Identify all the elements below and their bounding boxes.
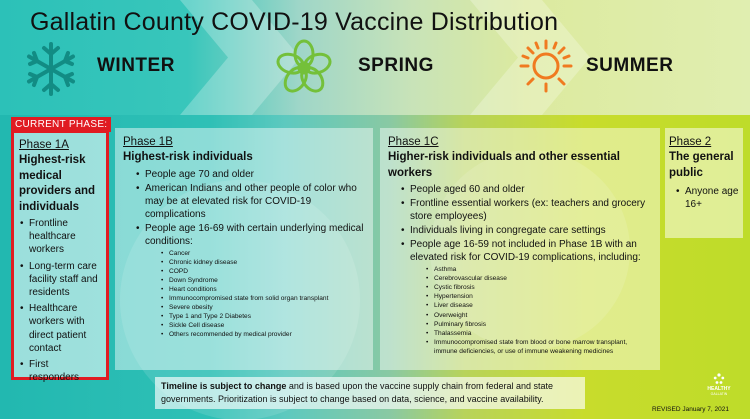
- list-item: • Frontline healthcare workers: [19, 217, 101, 257]
- page-title: Gallatin County COVID-19 Vaccine Distribution: [30, 8, 559, 36]
- phase-list: [19, 217, 101, 384]
- phase-2-panel: [665, 128, 743, 238]
- phase-list: [400, 183, 652, 356]
- current-phase-badge: CURRENT PHASE:: [11, 117, 111, 132]
- list-item-text: People age 16-69 with certain underlying medical conditions:: [145, 222, 364, 247]
- condition-item: • Immunocompromised state from blood or bone marrow transplant, immune deficiencies, or use of immune weakening medicines: [426, 338, 652, 356]
- condition-item: • Asthma: [426, 265, 652, 274]
- phase-list: [135, 168, 365, 340]
- phase-title: Phase 1B: [123, 136, 173, 148]
- logo-mark-icon: [712, 372, 726, 386]
- timeline-text: and is based upon the vaccine supply chain from federal and state governments. Prioritization is subject to change based on data, science, and vaccine availability.: [161, 381, 554, 404]
- condition-list: [426, 265, 652, 356]
- timeline-bold: Timeline is subject to change: [161, 381, 287, 391]
- flower-icon: [274, 38, 334, 98]
- timeline-note: [155, 377, 585, 409]
- list-item: • American Indians and other people of color who may be at elevated risk for COVID-19 complications: [135, 182, 365, 221]
- healthy-gallatin-logo: [704, 372, 734, 402]
- condition-item: • Severe obesity: [161, 303, 365, 312]
- list-item: • Anyone age 16+: [675, 185, 739, 211]
- condition-item: • Others recommended by medical provider: [161, 330, 365, 339]
- condition-item: • Heart conditions: [161, 285, 365, 294]
- condition-item: • Chronic kidney disease: [161, 258, 365, 267]
- condition-item: • Sickle Cell disease: [161, 321, 365, 330]
- list-item: • First responders: [19, 358, 101, 384]
- condition-item: • COPD: [161, 267, 365, 276]
- phase-1a-panel: [11, 130, 109, 384]
- condition-item: • Liver disease: [426, 301, 652, 310]
- list-item: • Individuals living in congregate care settings: [400, 224, 652, 237]
- phase-1b-panel: [115, 128, 373, 370]
- condition-item: • Overweight: [426, 311, 652, 320]
- list-item: [400, 238, 652, 356]
- condition-item: • Cancer: [161, 249, 365, 258]
- snowflake-icon: [22, 40, 80, 98]
- phase-list: [675, 185, 739, 211]
- condition-item: • Cystic fibrosis: [426, 283, 652, 292]
- phase-heading: Highest-risk medical providers and individuals: [19, 154, 96, 213]
- phase-title: Phase 1A: [19, 139, 69, 151]
- list-item: [135, 222, 365, 340]
- list-item: • Healthcare workers with direct patient contact: [19, 302, 101, 355]
- phase-title: Phase 1C: [388, 136, 439, 148]
- phase-1c-panel: [380, 128, 660, 370]
- condition-item: • Thalassemia: [426, 329, 652, 338]
- list-item: • Frontline essential workers (ex: teachers and grocery store employees): [400, 197, 652, 223]
- revised-date: REVISED January 7, 2021: [652, 406, 729, 413]
- season-winter-label: WINTER: [97, 55, 175, 76]
- season-summer-label: SUMMER: [586, 55, 674, 76]
- list-item: • People aged 60 and older: [400, 183, 652, 196]
- condition-item: • Hypertension: [426, 292, 652, 301]
- condition-list: [161, 249, 365, 340]
- condition-item: • Cerebrovascular disease: [426, 274, 652, 283]
- phase-heading: The general public: [669, 151, 734, 179]
- logo-text-line2: GALLATIN: [710, 391, 728, 396]
- condition-item: • Down Syndrome: [161, 276, 365, 285]
- condition-item: • Type 1 and Type 2 Diabetes: [161, 312, 365, 321]
- list-item: • Long-term care facility staff and residents: [19, 260, 101, 300]
- list-item: • People age 70 and older: [135, 168, 365, 181]
- condition-item: • Immunocompromised state from solid organ transplant: [161, 294, 365, 303]
- phase-heading: Highest-risk individuals: [123, 151, 253, 163]
- list-item-text: People age 16-59 not included in Phase 1B with an elevated risk for COVID-19 complications, including:: [410, 239, 641, 264]
- phase-title: Phase 2: [669, 136, 712, 148]
- phase-heading: Higher-risk individuals and other essential workers: [388, 151, 620, 179]
- sun-icon: [518, 38, 574, 94]
- season-spring-label: SPRING: [358, 55, 434, 76]
- condition-item: • Pulminary fibrosis: [426, 320, 652, 329]
- logo-text-line1: HEALTHY: [707, 386, 731, 392]
